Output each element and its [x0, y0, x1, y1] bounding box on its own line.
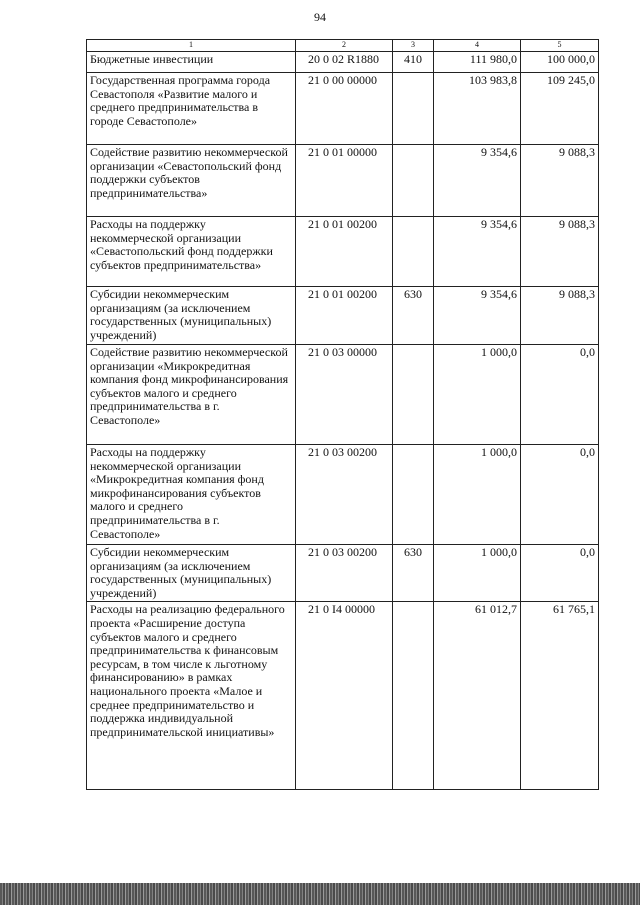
row-name: Государственная программа города Севастополя «Развитие малого и среднего предпринимательства в городе Севастополе» [87, 73, 296, 145]
row-amount-2: 9 088,3 [521, 145, 599, 217]
row-amount-1: 1 000,0 [434, 545, 521, 602]
row-amount-2: 0,0 [521, 445, 599, 545]
row-expense-type: 630 [393, 287, 434, 345]
row-name: Субсидии некоммерческим организациям (за исключением государственных (муниципальных) учреждений) [87, 287, 296, 345]
row-expense-type [393, 145, 434, 217]
row-expense-type: 630 [393, 545, 434, 602]
row-amount-1: 61 012,7 [434, 602, 521, 790]
scan-edge-artifact [0, 883, 640, 905]
header-col-4: 4 [434, 40, 521, 52]
row-expense-type [393, 217, 434, 287]
page-number: 94 [314, 10, 326, 24]
row-code: 20 0 02 R1880 [296, 52, 393, 73]
table-row [87, 287, 599, 345]
row-code: 21 0 00 00000 [296, 73, 393, 145]
row-expense-type [393, 73, 434, 145]
row-amount-1: 9 354,6 [434, 287, 521, 345]
row-amount-1: 1 000,0 [434, 345, 521, 445]
row-code: 21 0 01 00200 [296, 217, 393, 287]
row-name: Содействие развитию некоммерческой организации «Севастопольский фонд поддержки субъектов предпринимательства» [87, 145, 296, 217]
row-expense-type [393, 445, 434, 545]
header-col-3: 3 [393, 40, 434, 52]
row-code: 21 0 03 00200 [296, 545, 393, 602]
header-col-2: 2 [296, 40, 393, 52]
row-amount-1: 103 983,8 [434, 73, 521, 145]
row-name: Расходы на поддержку некоммерческой организации «Севастопольский фонд поддержки субъектов предпринимательства» [87, 217, 296, 287]
row-name: Расходы на реализацию федерального проекта «Расширение доступа субъектов малого и среднего предпринимательства к финансовым ресурсам, в том числе к льготному финансированию» в рамках национального проекта «Малое и среднее предпринимательство и поддержка индивидуальной предпринимательской инициативы» [87, 602, 296, 790]
row-expense-type [393, 345, 434, 445]
row-amount-2: 61 765,1 [521, 602, 599, 790]
budget-table [86, 39, 599, 790]
row-amount-1: 9 354,6 [434, 217, 521, 287]
table-row [87, 145, 599, 217]
row-code: 21 0 I4 00000 [296, 602, 393, 790]
row-name: Бюджетные инвестиции [87, 52, 296, 73]
row-amount-1: 1 000,0 [434, 445, 521, 545]
row-expense-type: 410 [393, 52, 434, 73]
row-name: Расходы на поддержку некоммерческой организации «Микрокредитная компания фонд микрофинансирования субъектов малого и среднего предпринимательства в г. Севастополе» [87, 445, 296, 545]
table-row [87, 217, 599, 287]
row-code: 21 0 01 00000 [296, 145, 393, 217]
row-amount-1: 111 980,0 [434, 52, 521, 73]
table-row [87, 345, 599, 445]
row-amount-2: 9 088,3 [521, 217, 599, 287]
row-amount-1: 9 354,6 [434, 145, 521, 217]
header-col-1: 1 [87, 40, 296, 52]
table-row [87, 52, 599, 73]
row-code: 21 0 03 00000 [296, 345, 393, 445]
row-expense-type [393, 602, 434, 790]
row-code: 21 0 03 00200 [296, 445, 393, 545]
row-amount-2: 0,0 [521, 545, 599, 602]
row-name: Субсидии некоммерческим организациям (за исключением государственных (муниципальных) учреждений) [87, 545, 296, 602]
table-row [87, 73, 599, 145]
row-code: 21 0 01 00200 [296, 287, 393, 345]
row-amount-2: 109 245,0 [521, 73, 599, 145]
table-row [87, 602, 599, 790]
row-amount-2: 100 000,0 [521, 52, 599, 73]
table-row [87, 545, 599, 602]
row-amount-2: 0,0 [521, 345, 599, 445]
row-name: Содействие развитию некоммерческой организации «Микрокредитная компания фонд микрофинансирования субъектов малого и среднего предпринимательства в г. Севастополе» [87, 345, 296, 445]
table-row [87, 445, 599, 545]
header-col-5: 5 [521, 40, 599, 52]
row-amount-2: 9 088,3 [521, 287, 599, 345]
table-header-row [87, 40, 599, 52]
